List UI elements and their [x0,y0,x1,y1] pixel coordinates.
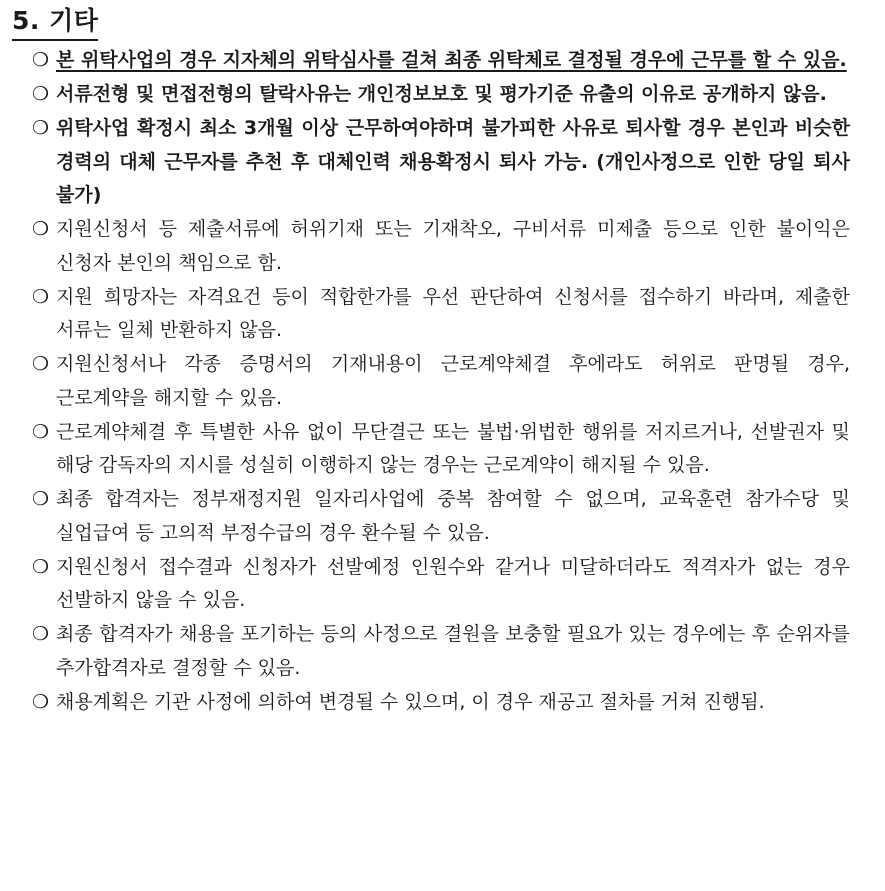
bullet-circle-icon: ❍ [32,117,50,139]
list-item-text: 최종 합격자는 정부재정지원 일자리사업에 중복 참여할 수 없으며, 교육훈련 참가수당 및 실업급여 등 고의적 부정수급의 경우 환수될 수 있음. [56,488,850,544]
list-item-3 [32,112,850,213]
bullet-circle-icon: ❍ [32,488,50,510]
list-item-text: 본 위탁사업의 경우 지자체의 위탁심사를 걸쳐 최종 위탁체로 결정될 경우에 근무를 할 수 있음. [56,49,847,71]
bullet-circle-icon: ❍ [32,218,50,240]
bullet-circle-icon: ❍ [32,420,50,443]
bullet-circle-icon: ❍ [32,285,50,308]
list-item-9 [32,551,850,618]
list-item-5 [32,281,850,348]
bullet-circle-icon: ❍ [32,83,50,105]
list-item-text: 지원신청서나 각종 증명서의 기재내용이 근로계약체결 후에라도 허위로 판명될 경우, 근로계약을 해지할 수 있음. [56,353,850,409]
list-item-text: 지원신청서 등 제출서류에 허위기재 또는 기재착오, 구비서류 미제출 등으로 인한 불이익은 신청자 본인의 책임으로 함. [56,218,850,274]
list-item-text: 지원 희망자는 자격요건 등이 적합한가를 우선 판단하여 신청서를 접수하기 바라며, 제출한 서류는 일체 반환하지 않음. [56,285,850,341]
list-item-10 [32,618,850,685]
list-item-text: 지원신청서 접수결과 신청자가 선발예정 인원수와 같거나 미달하더라도 적격자가 없는 경우 선발하지 않을 수 있음. [56,555,850,611]
section-title: 5. 기타 [12,4,98,41]
bullet-circle-icon: ❍ [32,49,50,71]
bullet-circle-icon: ❍ [32,623,50,645]
list-item-4 [32,213,850,280]
bullet-circle-icon: ❍ [32,690,50,713]
notice-list [32,44,850,720]
list-item-text: 서류전형 및 면접전형의 탈락사유는 개인정보보호 및 평가기준 유출의 이유로 공개하지 않음. [56,83,827,105]
list-item-11 [32,686,850,720]
list-item-text: 위탁사업 확정시 최소 3개월 이상 근무하여야하며 불가피한 사유로 퇴사할 경우 본인과 비슷한 경력의 대체 근무자를 추천 후 대체인력 채용확정시 퇴사 가능. (개인사정으로 인한 당일 퇴사 불가) [56,117,850,206]
list-item-text: 채용계획은 기관 사정에 의하여 변경될 수 있으며, 이 경우 재공고 절차를 거쳐 진행됨. [56,690,765,713]
list-item-2 [32,78,850,112]
bullet-circle-icon: ❍ [32,353,50,375]
bullet-circle-icon: ❍ [32,555,50,578]
list-item-8 [32,483,850,550]
list-item-text: 최종 합격자가 채용을 포기하는 등의 사정으로 결원을 보충할 필요가 있는 경우에는 후 순위자를 추가합격자로 결정할 수 있음. [56,623,850,679]
list-item-7 [32,416,850,483]
list-item-text: 근로계약체결 후 특별한 사유 없이 무단결근 또는 불법·위법한 행위를 저지르거나, 선발권자 및 해당 감독자의 지시를 성실히 이행하지 않는 경우는 근로계약이 해지될 수 있음. [56,420,850,476]
list-item-1 [32,44,850,78]
list-item-6 [32,348,850,415]
